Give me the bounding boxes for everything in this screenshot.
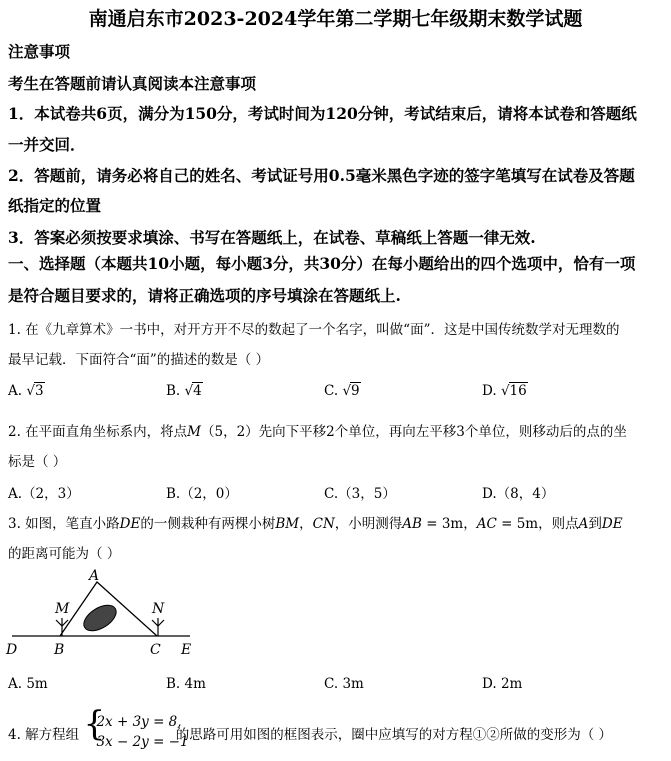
label-d: D <box>6 642 18 658</box>
label-a: A <box>89 568 100 584</box>
q2-option-a: A.（2，3） <box>8 486 80 502</box>
q1-option-a: A. √3 <box>8 383 44 399</box>
pond-shape <box>79 600 120 636</box>
sqrt-symbol: √4 <box>184 383 202 399</box>
q1-option-c: C. √9 <box>324 383 360 399</box>
q2-line-b: 标是（ ） <box>8 454 67 470</box>
q3-option-d: D. 2m <box>482 676 523 692</box>
brace-symbol: { <box>83 704 106 744</box>
label-n: N <box>152 601 165 617</box>
sqrt-symbol: √9 <box>342 383 360 399</box>
sqrt-symbol: √16 <box>500 383 527 399</box>
q3-option-b: B. 4m <box>166 676 206 692</box>
equation-2: 3x − 2y = −1 <box>96 734 189 750</box>
notice-item-1b: 一并交回． <box>8 135 86 154</box>
notice-heading: 注意事项 <box>8 42 71 61</box>
notice-item-3: 3．答案必须按要求填涂、书写在答题纸上，在试卷、草稿纸上答题一律无效. <box>8 228 536 247</box>
q3-line-a: 3. 如图，笔直小路DE的一侧栽种有两棵小树BM，CN，小明测得AB = 3m，AC = 5m，则点A到DE <box>8 516 623 532</box>
section1-line-b: 是符合题目要求的，请将正确选项的序号填涂在答题纸上. <box>8 286 401 305</box>
q3-figure <box>0 566 210 658</box>
label-c: C <box>150 642 161 658</box>
label-e: E <box>181 642 192 658</box>
q1-option-d: D. √16 <box>482 383 527 399</box>
equation-system <box>83 704 189 754</box>
q4-line: 4. 解方程组 { 2x + 3y = 8, 3x − 2y = −1 的思路可用如图的框图表示，圈中应填写的对方程①②所做的变形为（ ） <box>8 712 612 756</box>
section1-line-a: 一、选择题（本题共10小题，每小题3分，共30分）在每小题给出的四个选项中，恰有一项 <box>8 254 636 273</box>
q3-line-b: 的距离可能为（ ） <box>8 546 121 562</box>
q1-option-b: B. √4 <box>166 383 202 399</box>
q2-line-a: 2. 在平面直角坐标系内，将点M（5，2）先向下平移2个单位，再向左平移3个单位，则移动后的点的坐 <box>8 424 627 440</box>
label-b: B <box>54 642 65 658</box>
q1-line-b: 最早记载．下面符合“面”的描述的数是（ ） <box>8 352 270 368</box>
notice-item-1a: 1．本试卷共6页，满分为150分，考试时间为120分钟，考试结束后，请将本试卷和答题纸 <box>8 104 637 123</box>
notice-intro: 考生在答题前请认真阅读本注意事项 <box>8 74 257 93</box>
page-title: 南通启东市2023-2024学年第二学期七年级期末数学试题 <box>88 8 583 30</box>
q2-option-c: C.（3，5） <box>324 486 396 502</box>
label-m: M <box>55 601 70 617</box>
notice-item-2b: 纸指定的位置 <box>8 196 102 215</box>
q3-option-c: C. 3m <box>324 676 364 692</box>
q2-option-d: D.（8，4） <box>482 486 555 502</box>
q1-line-a: 1. 在《九章算术》一书中，对开方开不尽的数起了一个名字，叫做“面”．这是中国传统数学对无理数的 <box>8 322 620 338</box>
q3-option-a: A. 5m <box>8 676 48 692</box>
q2-option-b: B.（2，0） <box>166 486 238 502</box>
equation-1: 2x + 3y = 8, <box>96 714 182 730</box>
sqrt-symbol: √3 <box>26 383 44 399</box>
notice-item-2a: 2．答题前，请务必将自己的姓名、考试证号用0.5毫米黑色字迹的签字笔填写在试卷及答题 <box>8 166 635 185</box>
